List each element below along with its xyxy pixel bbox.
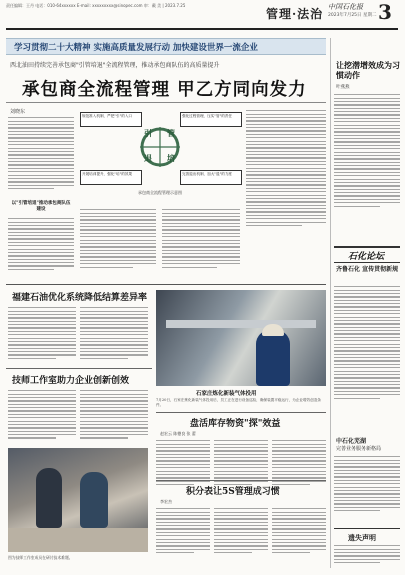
left-story1-rule — [6, 368, 152, 369]
bottom-story-col1 — [156, 506, 210, 555]
sidebar-story2-text — [334, 284, 400, 401]
bottom-story-col2 — [214, 506, 268, 555]
left-story1-headline: 福建石油优化系统降低结算差异率 — [12, 293, 148, 303]
sidebar-byline: 叶燕燕 — [336, 85, 350, 90]
notice-box — [334, 528, 400, 569]
masthead-date: 2023年7月25日 星期二 — [328, 13, 377, 18]
lead-subhead: 以"引管培退"推动承包商队伍建设 — [11, 201, 71, 212]
diagram-box-3 — [80, 170, 142, 185]
photo-person-2 — [80, 472, 108, 528]
masthead — [0, 0, 405, 32]
lead-col3-text — [162, 207, 240, 270]
lead-col2-text — [80, 207, 156, 270]
mid-story-byline: 赵宏云 陈德良 张 蕾 — [160, 431, 196, 436]
lead-kicker: 西北油田持续完善承包商"引管培退"全流程管理，推动承包商队伍的高质量提升 — [10, 62, 220, 69]
sidebar-logo — [334, 246, 400, 263]
masthead-rule — [6, 28, 398, 30]
sidebar-logo-text: 石化论坛 — [348, 252, 385, 262]
photo-caption-title: 石家庄炼化新装气体投用 — [196, 391, 257, 397]
left-story1-col1 — [8, 305, 76, 361]
sidebar-story3-sub: 完善业务服务新格局 — [336, 446, 382, 452]
sidebar-headline: 让挖潜增效成为习惯动作 — [336, 60, 400, 80]
lead-headline: 承包商全流程管理 甲乙方同向发力 — [22, 80, 307, 100]
lead-col1-text — [8, 115, 74, 191]
diagram-cycle — [135, 122, 185, 172]
diagram-center-2: 管 — [167, 128, 175, 138]
diagram-box-3-label: 开展培训提升，强化"培"的效果 — [82, 172, 133, 176]
mid-story-rule — [156, 412, 326, 413]
photo-pipe — [166, 320, 316, 328]
bottom-left-caption: 图为技师工作室成员在研讨技术难题。 — [8, 555, 73, 560]
banner-text: 学习贯彻二十大精神 实施高质量发展行动 加快建设世界一流企业 — [14, 43, 258, 53]
bottom-story-rule — [156, 480, 326, 481]
lead-bottom-rule — [6, 284, 326, 285]
sidebar-divider — [330, 38, 331, 568]
banner — [6, 38, 326, 55]
photo-helmet — [262, 324, 284, 336]
diagram-center-1: 引 — [144, 128, 152, 138]
bottom-story-headline: 积分表让5S管理成习惯 — [186, 487, 280, 497]
left-story2-col1 — [8, 388, 76, 441]
notice-text — [334, 543, 400, 565]
diagram-center-3: 退 — [144, 153, 152, 163]
left-story2-col2 — [80, 388, 148, 441]
diagram-box-4-label: 完善退出机制，加大"退"的力度 — [182, 172, 233, 176]
sidebar-text — [334, 92, 400, 209]
diagram-box-1-label: 规范准入机制，严把"引"的入口 — [82, 114, 133, 118]
masthead-small-info: 责任编辑：王丹 电话：010-64xxxxxx E-mail: xxxxxxxxx@sinopec.com 审：戴 美 | 2023.7.25 — [6, 3, 186, 8]
diagram-box-4 — [180, 170, 242, 185]
lead-diagram — [80, 108, 240, 205]
photo-person-1 — [36, 468, 62, 528]
mid-story-headline: 盘活库存物资"探"效益 — [190, 419, 281, 429]
diagram-box-1 — [80, 112, 142, 127]
diagram-center-4: 培 — [167, 153, 175, 163]
diagram-box-2 — [180, 112, 242, 127]
bottom-left-photo — [8, 448, 148, 552]
bottom-story-byline: 李宏杰 — [160, 499, 172, 504]
mid-photo — [156, 290, 326, 386]
lead-rule — [6, 102, 326, 103]
photo-worker — [256, 330, 290, 386]
left-story2-headline: 技师工作室助力企业创新创效 — [12, 376, 130, 386]
lead-col4-text — [246, 108, 326, 228]
paper-name: 中国石化报 — [328, 3, 363, 11]
bottom-story-col3 — [272, 506, 326, 555]
left-story1-col2 — [80, 305, 148, 361]
lead-byline: 刘晓东 — [10, 109, 26, 115]
notice-title: 遗失声明 — [348, 533, 376, 542]
photo-table — [8, 528, 148, 552]
diagram-caption: 承包商全流程管理示意图 — [138, 190, 182, 195]
sidebar-story3-text — [334, 454, 400, 514]
section-title: 管理·法治 — [266, 7, 324, 21]
sidebar-story2-title: 齐鲁石化 宣传贯彻新规 — [336, 266, 399, 273]
lead-col1b-text — [8, 216, 74, 272]
photo-caption-text: 7月20日，石家庄炼化新装气体投用后，员工正在进行设备巡检，确保装置平稳运行，为企业增效创造条件。 — [156, 398, 321, 407]
page-number: 3 — [378, 0, 392, 24]
diagram-box-2-label: 强化过程管理，压实"管"的责任 — [182, 114, 233, 118]
sidebar-story3-title: 中石化芜湖 — [336, 438, 367, 445]
